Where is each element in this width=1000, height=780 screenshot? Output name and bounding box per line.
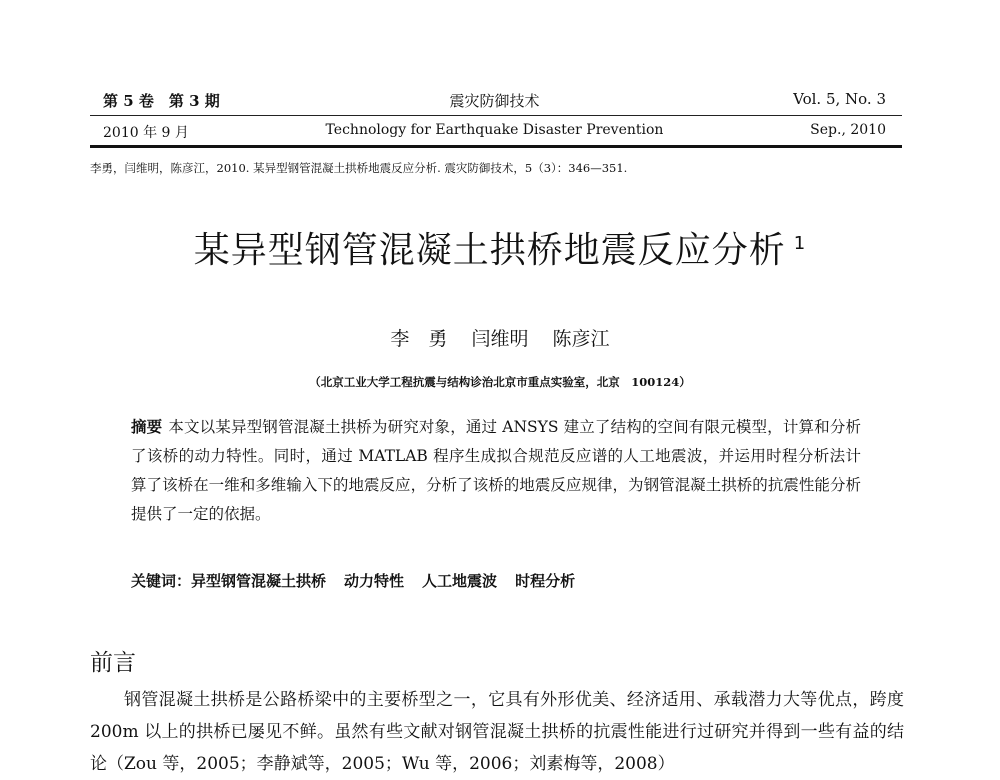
section-heading: 前言 — [90, 650, 136, 676]
keywords — [131, 570, 593, 591]
volume-issue-en: Vol. 5, No. 3 — [793, 90, 886, 108]
author-list — [0, 324, 1000, 351]
author: 李 勇 — [390, 328, 448, 350]
keywords-label: 关键词： — [131, 572, 192, 590]
author: 陈彦江 — [552, 328, 610, 350]
keyword: 人工地震波 — [422, 572, 498, 590]
abstract — [131, 412, 861, 529]
keyword: 动力特性 — [344, 572, 405, 590]
header-rule — [90, 145, 902, 148]
keyword: 时程分析 — [515, 572, 576, 590]
citation-line: 李勇，闫维明，陈彦江，2010. 某异型钢管混凝土拱桥地震反应分析. 震灾防御技术，5（3）：346—351. — [90, 161, 628, 175]
paper-title-text: 某异型钢管混凝土拱桥地震反应分析 — [193, 230, 786, 271]
volume-issue-cn: 第 5 卷 第 3 期 — [103, 92, 220, 110]
author: 闫维明 — [471, 328, 529, 350]
date-cn: 2010 年 9 月 — [103, 125, 189, 141]
header-divider — [90, 115, 902, 116]
abstract-label: 摘要 — [131, 417, 163, 436]
journal-name-en: Technology for Earthquake Disaster Prevention — [325, 122, 664, 138]
title-footnote-mark: 1 — [793, 233, 807, 254]
keyword: 异型钢管混凝土拱桥 — [191, 572, 327, 590]
abstract-text: 本文以某异型钢管混凝土拱桥为研究对象，通过 ANSYS 建立了结构的空间有限元模型，计算和分析了该桥的动力特性。同时，通过 MATLAB 程序生成拟合规范反应谱的人工地震波，并运用时程分析法计算了该桥在一维和多维输入下的地震反应，分析了该桥的地震反应规律，为钢管混凝土拱桥的抗震性能分析提供了一定的依据。 — [131, 418, 861, 523]
journal-name-cn: 震灾防御技术 — [449, 92, 540, 110]
body-paragraph: 钢管混凝土拱桥是公路桥梁中的主要桥型之一，它具有外形优美、经济适用、承载潜力大等优点，跨度 200m 以上的拱桥已屡见不鲜。虽然有些文献对钢管混凝土拱桥的抗震性能进行过研究并得到一些有益的结论（Zou 等，2005；李静斌等，2005；Wu 等，2006；刘素梅等，2008） — [90, 690, 904, 774]
paper-title — [0, 222, 1000, 273]
affiliation: （北京工业大学工程抗震与结构诊治北京市重点实验室，北京 100124） — [309, 375, 691, 389]
date-en: Sep., 2010 — [810, 122, 886, 138]
